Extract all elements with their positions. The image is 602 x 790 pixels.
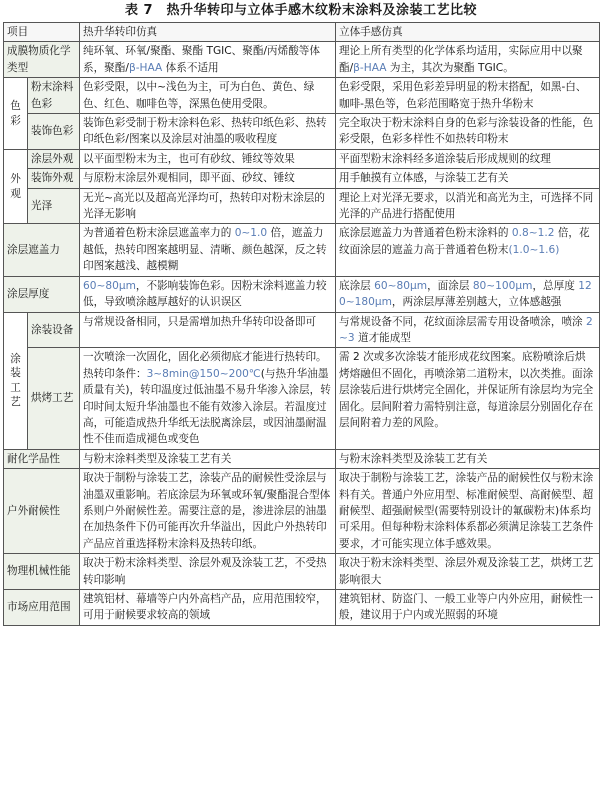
row-label: 耐化学品性 xyxy=(4,449,80,468)
cell-stereo: 与粉末涂料类型及涂装工艺有关 xyxy=(336,449,600,468)
cell-stereo: 底涂层遮盖力为普通着色粉末涂料的 0.8~1.2 倍，花纹面涂层的遮盖力高于普通着色粉末(1.0~1.6) xyxy=(336,224,600,276)
sub-label: 涂层外观 xyxy=(28,149,80,168)
sub-label: 光泽 xyxy=(28,188,80,224)
cell-stereo: 用手触摸有立体感，与涂装工艺有关 xyxy=(336,169,600,188)
row-label: 户外耐候性 xyxy=(4,469,80,554)
sub-label: 装饰外观 xyxy=(28,169,80,188)
group-label-appearance: 外 观 xyxy=(4,149,28,224)
table-row-appearance-1 xyxy=(4,149,600,168)
row-label: 涂层遮盖力 xyxy=(4,224,80,276)
table-row-color-2 xyxy=(4,114,600,150)
cell-thermal: 为普通着色粉末涂层遮盖率力的 0~1.0 倍，遮盖力越低，热转印图案越明显、清晰、颜色越深，反之转印图案越浅、越模糊 xyxy=(80,224,336,276)
sub-label: 粉末涂料色彩 xyxy=(28,78,80,114)
row-label: 成膜物质化学类型 xyxy=(4,42,80,78)
cell-stereo: 与常规设备不同，花纹面涂层需专用设备喷涂，喷涂 2~3 道才能成型 xyxy=(336,312,600,348)
header-item: 项目 xyxy=(4,23,80,42)
row-label: 市场应用范围 xyxy=(4,590,80,626)
group-label-color: 色 彩 xyxy=(4,78,28,150)
cell-stereo: 建筑铝材、防盗门、一般工业等户内外应用，耐候性一般，建议用于户内或光照弱的环境 xyxy=(336,590,600,626)
header-thermal: 热升华转印仿真 xyxy=(80,23,336,42)
table-row-outdoor xyxy=(4,469,600,554)
table-row-color-1 xyxy=(4,78,600,114)
table-row-appearance-2 xyxy=(4,169,600,188)
cell-thermal: 与原粉末涂层外观相同，即平面、砂纹、锤纹 xyxy=(80,169,336,188)
cell-thermal: 一次喷涂一次固化，固化必须彻底才能进行热转印。热转印条件：3~8min@150~200℃(与热升华油墨质量有关)，转印温度过低油墨不易升华渗入涂层，转印时间太短升华油墨也不能有效渗入涂层。若温度过高，可能造成热升华纸无法脱离涂层，或因油墨耐温性不佳而造成褪色或变色 xyxy=(80,348,336,449)
cell-thermal: 纯环氧、环氧/聚酯、聚酯 TGIC、聚酯/丙烯酸等体系，聚酯/β-HAA 体系不适用 xyxy=(80,42,336,78)
cell-stereo: 取决于制粉与涂装工艺，涂装产品的耐候性仅与粉末涂料有关。普通户外应用型、标准耐候型、高耐候型、超耐候型、超强耐候型(需要特别设计的氟碳粉末)体系均可采用。但每种粉末涂料体系都必须满足涂装工艺条件要求，才可能实现立体手感效果。 xyxy=(336,469,600,554)
cell-stereo: 理论上所有类型的化学体系均适用，实际应用中以聚酯/β-HAA 为主，其次为聚酯 TGIC。 xyxy=(336,42,600,78)
cell-thermal: 与粉末涂料类型及涂装工艺有关 xyxy=(80,449,336,468)
cell-thermal: 取决于粉末涂料类型、涂层外观及涂装工艺，不受热转印影响 xyxy=(80,554,336,590)
table-header-row xyxy=(4,23,600,42)
cell-stereo: 完全取决于粉末涂料自身的色彩与涂装设备的性能，色彩受限，色彩多样性不如热转印粉末 xyxy=(336,114,600,150)
cell-thermal: 无光~高光以及超高光泽均可，热转印对粉末涂层的光泽无影响 xyxy=(80,188,336,224)
cell-thermal: 建筑铝材、幕墙等户内外高档产品，应用范围较窄，可用于耐候要求较高的领域 xyxy=(80,590,336,626)
sub-label: 涂装设备 xyxy=(28,312,80,348)
table-row-thickness xyxy=(4,276,600,312)
table-row-market xyxy=(4,590,600,626)
row-label: 物理机械性能 xyxy=(4,554,80,590)
table-row-hiding xyxy=(4,224,600,276)
cell-thermal: 取决于制粉与涂装工艺，涂装产品的耐候性受涂层与油墨双重影响。若底涂层为环氧或环氧/聚酯混合型体系则户外耐候性差。需要注意的是，渗进涂层的油墨在加热条件下仍可能再次升华溢出，因此户外热转印产品应首重选择粉末涂料及热转印纸。 xyxy=(80,469,336,554)
cell-stereo: 需 2 次或多次涂装才能形成花纹图案。底粉喷涂后烘烤熔融但不固化，再喷涂第二道粉末，以次类推。面涂层涂装后进行烘烤完全固化，并保证所有涂层均为完全固化。层间附着力需特别注意，每道涂层分别固化存在层间附着力差的风险。 xyxy=(336,348,600,449)
cell-stereo: 色彩受限，采用色彩差异明显的粉末搭配，如黑-白、咖啡-黑色等，色彩范围略宽于热升华粉末 xyxy=(336,78,600,114)
cell-thermal: 装饰色彩受制于粉末涂料色彩、热转印纸色彩、热转印纸色彩/图案以及涂层对油墨的吸收程度 xyxy=(80,114,336,150)
group-label-process: 涂 装 工 艺 xyxy=(4,312,28,449)
table-title: 表 7 热升华转印与立体手感木纹粉末涂料及涂装工艺比较 xyxy=(124,3,478,18)
header-stereo: 立体手感仿真 xyxy=(336,23,600,42)
cell-thermal: 以平面型粉末为主，也可有砂纹、锤纹等效果 xyxy=(80,149,336,168)
cell-thermal: 与常规设备相同，只是需增加热升华转印设备即可 xyxy=(80,312,336,348)
sub-label: 装饰色彩 xyxy=(28,114,80,150)
table-row-process-2 xyxy=(4,348,600,449)
cell-thermal: 色彩受限，以中~浅色为主，可为白色、黄色、绿色、红色、咖啡色等，深黑色使用受限。 xyxy=(80,78,336,114)
table-row-mechanical xyxy=(4,554,600,590)
comparison-table xyxy=(3,22,600,626)
table-row-appearance-3 xyxy=(4,188,600,224)
table-row-film-type xyxy=(4,42,600,78)
sub-label: 烘烤工艺 xyxy=(28,348,80,449)
cell-stereo: 理论上对光泽无要求，以消光和高光为主，可选择不同光泽的产品进行搭配使用 xyxy=(336,188,600,224)
table-row-process-1 xyxy=(4,312,600,348)
cell-thermal: 60~80μm，不影响装饰色彩。因粉末涂料遮盖力较低，导致喷涂越厚越好的认识误区 xyxy=(80,276,336,312)
cell-stereo: 取决于粉末涂料类型、涂层外观及涂装工艺，烘烤工艺影响很大 xyxy=(336,554,600,590)
cell-stereo: 平面型粉末涂料经多道涂装后形成规则的纹理 xyxy=(336,149,600,168)
table-row-chemical xyxy=(4,449,600,468)
cell-stereo: 底涂层 60~80μm，面涂层 80~100μm，总厚度 120~180μm，两涂层厚薄差别越大，立体感越强 xyxy=(336,276,600,312)
row-label: 涂层厚度 xyxy=(4,276,80,312)
